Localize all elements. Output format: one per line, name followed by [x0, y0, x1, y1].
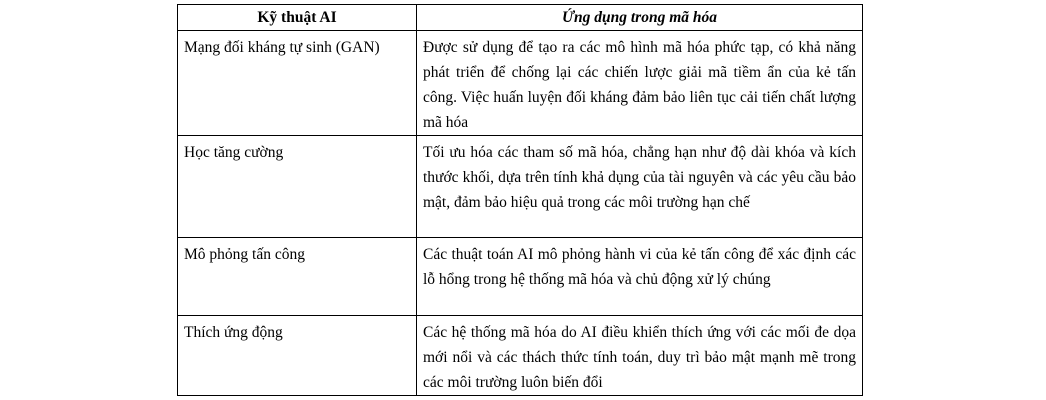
application-cell: Được sử dụng để tạo ra các mô hình mã hóa phức tạp, có khả năng phát triển để chống lại các chiến lược giải mã tiềm ẩn của kẻ tấn công. Việc huấn luyện đối kháng đảm bảo liên tục cải tiến chất lượng mã hóa	[417, 31, 863, 136]
technique-cell: Thích ứng động	[178, 316, 417, 396]
header-application: Ứng dụng trong mã hóa	[417, 5, 863, 31]
table-row	[178, 238, 863, 316]
application-cell: Tối ưu hóa các tham số mã hóa, chẳng hạn như độ dài khóa và kích thước khối, dựa trên tính khả dụng của tài nguyên và các yêu cầu bảo mật, đảm bảo hiệu quả trong các môi trường hạn chế	[417, 136, 863, 238]
header-technique: Kỹ thuật AI	[178, 5, 417, 31]
technique-cell: Mạng đối kháng tự sinh (GAN)	[178, 31, 417, 136]
table-row	[178, 316, 863, 396]
table-header-row	[178, 5, 863, 31]
table-row	[178, 31, 863, 136]
application-cell: Các hệ thống mã hóa do AI điều khiển thích ứng với các mối đe dọa mới nổi và các thách thức tính toán, duy trì bảo mật mạnh mẽ trong các môi trường luôn biến đổi	[417, 316, 863, 396]
application-cell: Các thuật toán AI mô phỏng hành vi của kẻ tấn công để xác định các lỗ hổng trong hệ thống mã hóa và chủ động xử lý chúng	[417, 238, 863, 316]
table-row	[178, 136, 863, 238]
ai-encryption-table	[177, 4, 863, 396]
technique-cell: Học tăng cường	[178, 136, 417, 238]
technique-cell: Mô phỏng tấn công	[178, 238, 417, 316]
